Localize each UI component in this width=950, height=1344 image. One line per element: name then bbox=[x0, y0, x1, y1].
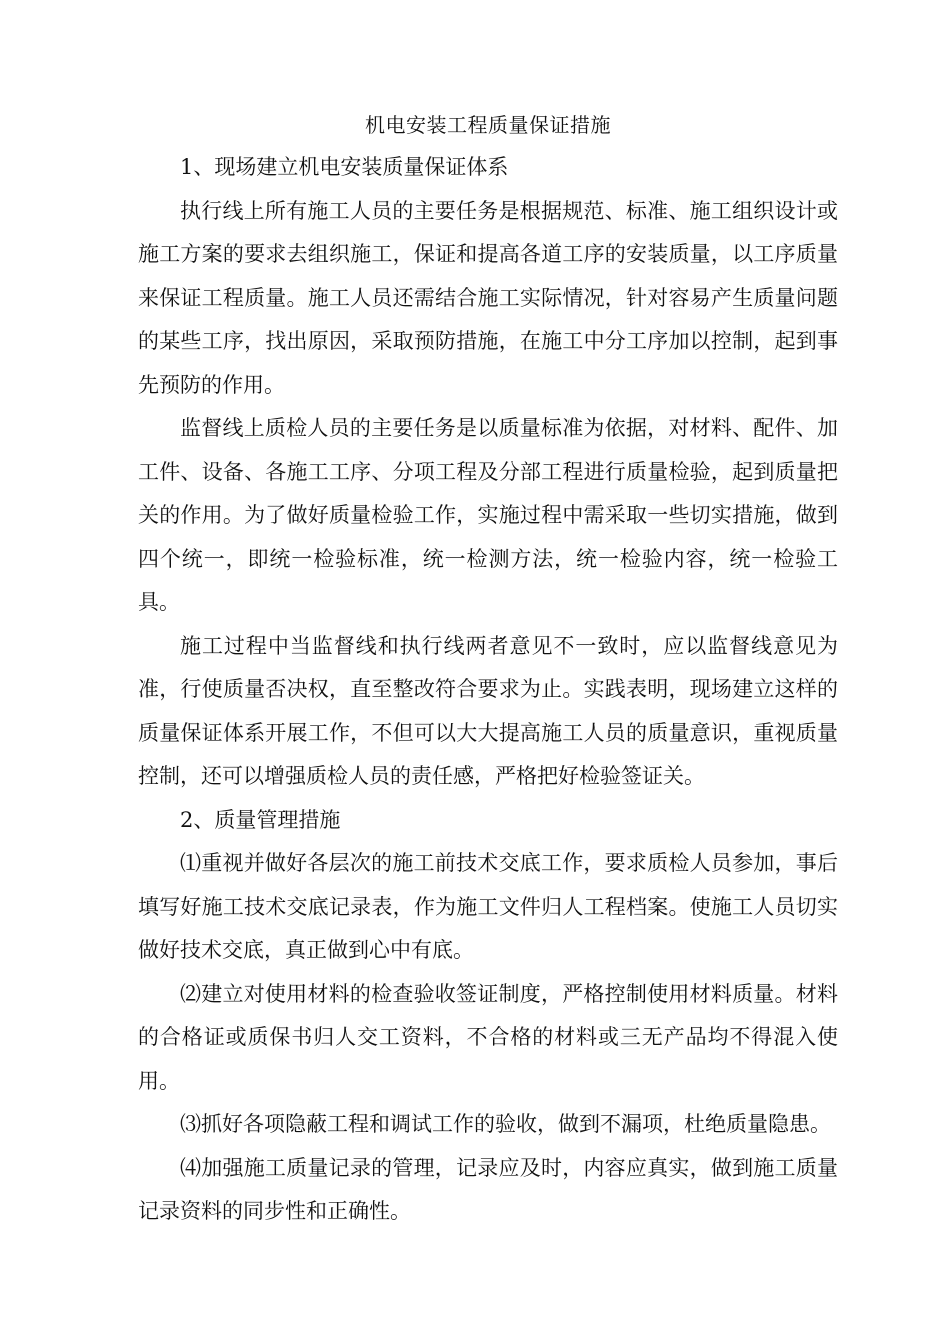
document-title: 机电安装工程质量保证措施 bbox=[365, 113, 611, 137]
section-heading-2: 2、质量管理措施 bbox=[180, 807, 341, 832]
measure-item-3: ⑶抓好各项隐蔽工程和调试工作的验收，做到不漏项，杜绝质量隐患。 bbox=[180, 1112, 831, 1136]
paragraph-conflict-resolution: 施工过程中当监督线和执行线两者意见不一致时，应以监督线意见为准，行使质量否决权，直至整改符合要求为止。实践表明，现场建立这样的质量保证体系开展工作，不但可以大大提高施工人员的质量意识，重视质量控制，还可以增强质检人员的责任感，严格把好检验签证关。 bbox=[138, 633, 838, 788]
paragraph-supervision-line: 监督线上质检人员的主要任务是以质量标准为依据，对材料、配件、加工件、设备、各施工工序、分项工程及分部工程进行质量检验，起到质量把关的作用。为了做好质量检验工作，实施过程中需采取一些切实措施，做到四个统一，即统一检验标准，统一检测方法，统一检验内容，统一检验工具。 bbox=[138, 416, 838, 614]
measure-item-2: ⑵建立对使用材料的检查验收签证制度，严格控制使用材料质量。材料的合格证或质保书归人交工资料，不合格的材料或三无产品均不得混入使用。 bbox=[138, 981, 838, 1093]
measure-item-4: ⑷加强施工质量记录的管理，记录应及时，内容应真实，做到施工质量记录资料的同步性和正确性。 bbox=[138, 1155, 838, 1223]
paragraph-execution-line: 执行线上所有施工人员的主要任务是根据规范、标准、施工组织设计或施工方案的要求去组织施工，保证和提高各道工序的安装质量，以工序质量来保证工程质量。施工人员还需结合施工实际情况，针对容易产生质量问题的某些工序，找出原因，采取预防措施，在施工中分工序加以控制，起到事先预防的作用。 bbox=[138, 198, 838, 397]
measure-item-1: ⑴重视并做好各层次的施工前技术交底工作，要求质检人员参加，事后填写好施工技术交底记录表，作为施工文件归人工程档案。使施工人员切实做好技术交底，真正做到心中有底。 bbox=[138, 851, 838, 962]
section-heading-1: 1、现场建立机电安装质量保证体系 bbox=[180, 155, 509, 179]
document-body bbox=[138, 104, 838, 1234]
